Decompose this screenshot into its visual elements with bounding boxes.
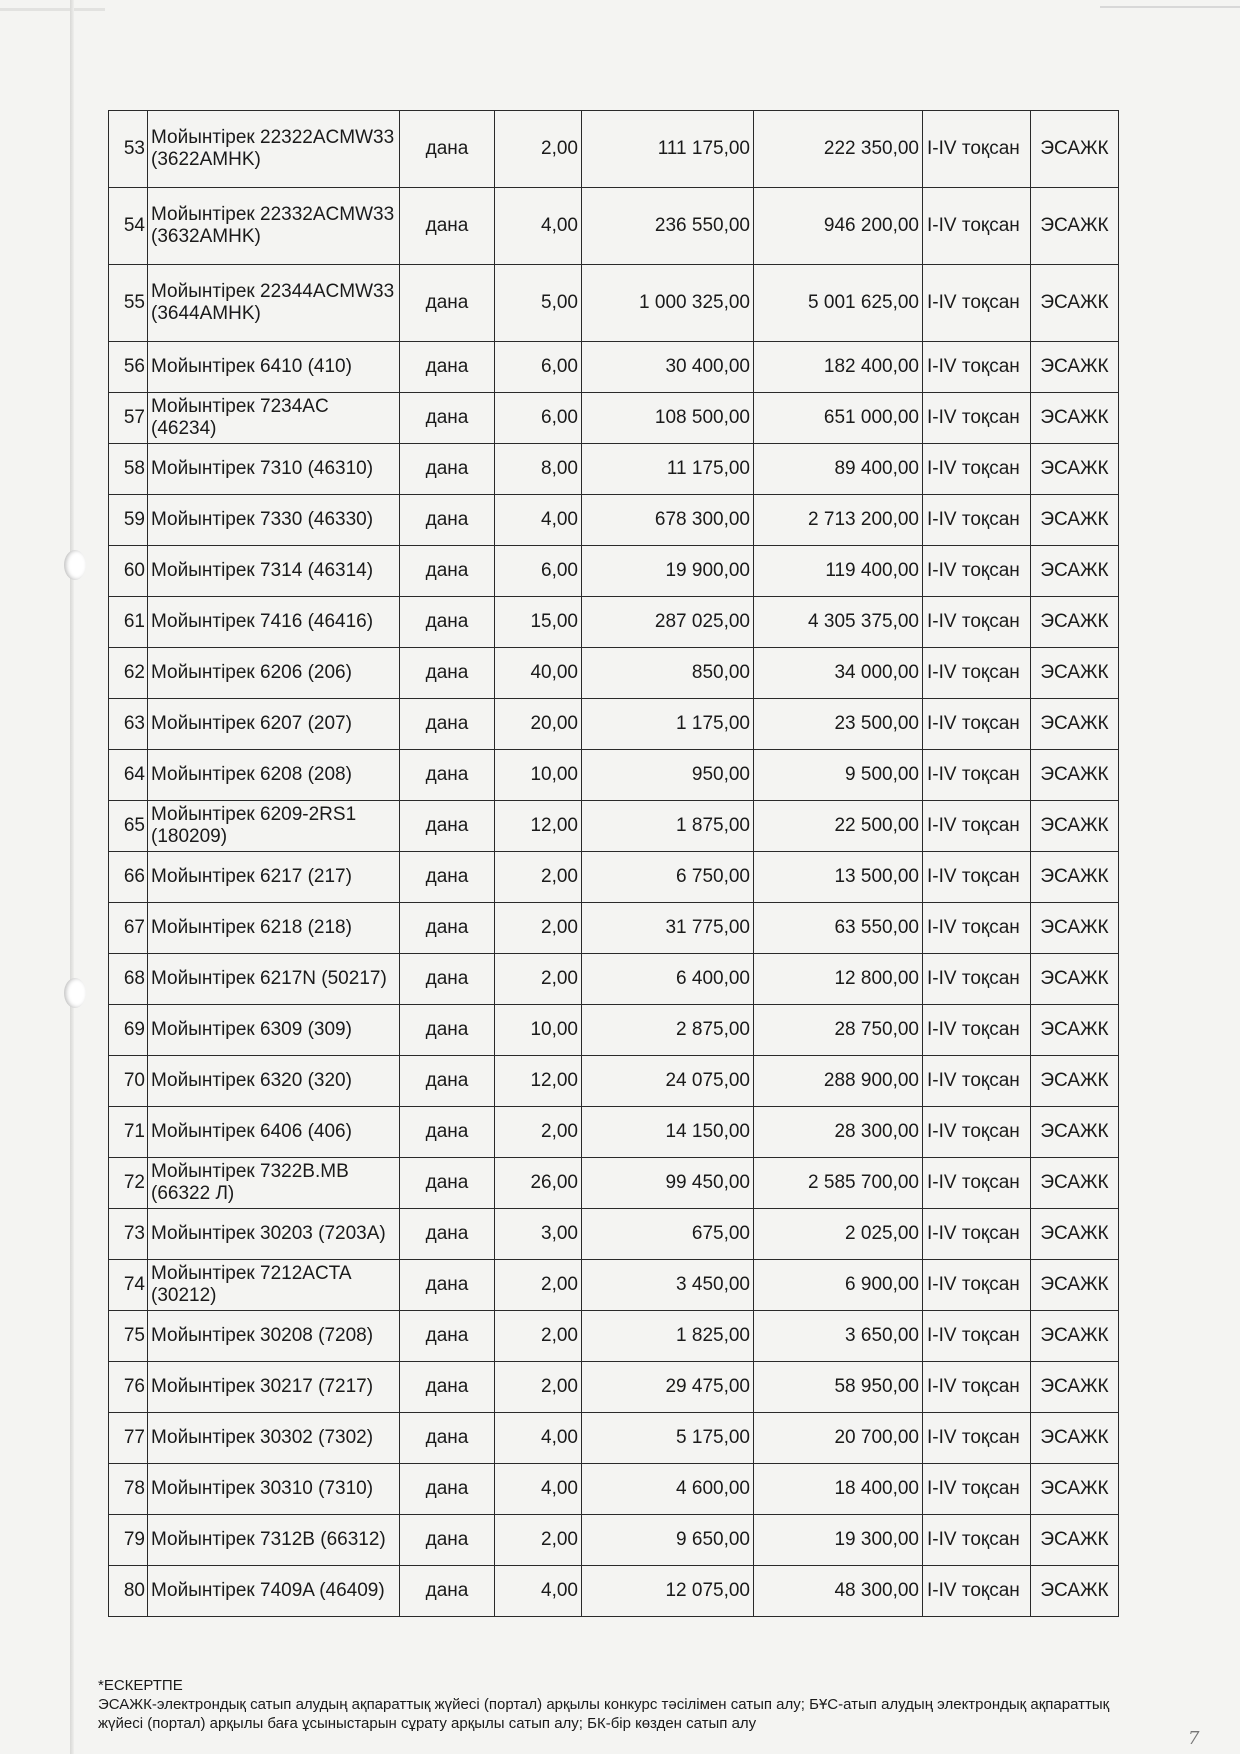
row-number-cell: 57 xyxy=(109,393,148,444)
page-edge xyxy=(70,0,74,1754)
punch-hole-upper xyxy=(64,550,86,580)
procurement-method-cell: ЭСАЖК xyxy=(1031,954,1119,1005)
unit-price-cell: 2 875,00 xyxy=(582,1005,754,1056)
procurement-method-cell: ЭСАЖК xyxy=(1031,1566,1119,1617)
table-row xyxy=(109,265,1119,342)
delivery-period-cell: I-IV тоқсан xyxy=(923,1413,1031,1464)
table-row xyxy=(109,801,1119,852)
delivery-period-cell: I-IV тоқсан xyxy=(923,188,1031,265)
table-row xyxy=(109,1107,1119,1158)
item-name-cell: Мойынтірек 30217 (7217) xyxy=(148,1362,400,1413)
row-number-cell: 76 xyxy=(109,1362,148,1413)
total-amount-cell: 651 000,00 xyxy=(754,393,923,444)
procurement-method-cell: ЭСАЖК xyxy=(1031,393,1119,444)
procurement-method-cell: ЭСАЖК xyxy=(1031,1515,1119,1566)
procurement-method-cell: ЭСАЖК xyxy=(1031,1056,1119,1107)
unit-price-cell: 287 025,00 xyxy=(582,597,754,648)
unit-price-cell: 19 900,00 xyxy=(582,546,754,597)
delivery-period-cell: I-IV тоқсан xyxy=(923,1005,1031,1056)
row-number-cell: 72 xyxy=(109,1158,148,1209)
row-number-cell: 63 xyxy=(109,699,148,750)
quantity-cell: 4,00 xyxy=(495,188,582,265)
row-number-cell: 66 xyxy=(109,852,148,903)
unit-of-measure-cell: дана xyxy=(400,954,495,1005)
table-row xyxy=(109,111,1119,188)
unit-of-measure-cell: дана xyxy=(400,648,495,699)
row-number-cell: 53 xyxy=(109,111,148,188)
item-name-cell: Мойынтірек 6218 (218) xyxy=(148,903,400,954)
unit-price-cell: 31 775,00 xyxy=(582,903,754,954)
procurement-method-cell: ЭСАЖК xyxy=(1031,342,1119,393)
table-row xyxy=(109,1005,1119,1056)
quantity-cell: 12,00 xyxy=(495,801,582,852)
table-row xyxy=(109,1209,1119,1260)
row-number-cell: 62 xyxy=(109,648,148,699)
unit-of-measure-cell: дана xyxy=(400,546,495,597)
unit-price-cell: 1 875,00 xyxy=(582,801,754,852)
procurement-method-cell: ЭСАЖК xyxy=(1031,1209,1119,1260)
table-row xyxy=(109,393,1119,444)
unit-of-measure-cell: дана xyxy=(400,1311,495,1362)
unit-of-measure-cell: дана xyxy=(400,1005,495,1056)
unit-price-cell: 11 175,00 xyxy=(582,444,754,495)
procurement-method-cell: ЭСАЖК xyxy=(1031,1311,1119,1362)
delivery-period-cell: I-IV тоқсан xyxy=(923,801,1031,852)
row-number-cell: 56 xyxy=(109,342,148,393)
delivery-period-cell: I-IV тоқсан xyxy=(923,648,1031,699)
unit-price-cell: 950,00 xyxy=(582,750,754,801)
scan-corner-mark xyxy=(0,8,105,11)
item-name-cell: Мойынтірек 6217N (50217) xyxy=(148,954,400,1005)
total-amount-cell: 28 300,00 xyxy=(754,1107,923,1158)
quantity-cell: 12,00 xyxy=(495,1056,582,1107)
procurement-method-cell: ЭСАЖК xyxy=(1031,265,1119,342)
item-name-cell: Мойынтірек 22322ACMW33 (3622AMHK) xyxy=(148,111,400,188)
quantity-cell: 15,00 xyxy=(495,597,582,648)
delivery-period-cell: I-IV тоқсан xyxy=(923,495,1031,546)
procurement-method-cell: ЭСАЖК xyxy=(1031,1464,1119,1515)
row-number-cell: 78 xyxy=(109,1464,148,1515)
procurement-method-cell: ЭСАЖК xyxy=(1031,1362,1119,1413)
unit-price-cell: 14 150,00 xyxy=(582,1107,754,1158)
unit-of-measure-cell: дана xyxy=(400,265,495,342)
total-amount-cell: 119 400,00 xyxy=(754,546,923,597)
row-number-cell: 79 xyxy=(109,1515,148,1566)
unit-of-measure-cell: дана xyxy=(400,1056,495,1107)
delivery-period-cell: I-IV тоқсан xyxy=(923,1158,1031,1209)
total-amount-cell: 89 400,00 xyxy=(754,444,923,495)
quantity-cell: 6,00 xyxy=(495,546,582,597)
total-amount-cell: 9 500,00 xyxy=(754,750,923,801)
procurement-method-cell: ЭСАЖК xyxy=(1031,1107,1119,1158)
total-amount-cell: 28 750,00 xyxy=(754,1005,923,1056)
item-name-cell: Мойынтірек 6206 (206) xyxy=(148,648,400,699)
procurement-method-cell: ЭСАЖК xyxy=(1031,111,1119,188)
quantity-cell: 10,00 xyxy=(495,1005,582,1056)
table-row xyxy=(109,1515,1119,1566)
row-number-cell: 75 xyxy=(109,1311,148,1362)
quantity-cell: 2,00 xyxy=(495,1362,582,1413)
total-amount-cell: 222 350,00 xyxy=(754,111,923,188)
quantity-cell: 2,00 xyxy=(495,852,582,903)
unit-price-cell: 4 600,00 xyxy=(582,1464,754,1515)
unit-of-measure-cell: дана xyxy=(400,342,495,393)
item-name-cell: Мойынтірек 6309 (309) xyxy=(148,1005,400,1056)
delivery-period-cell: I-IV тоқсан xyxy=(923,444,1031,495)
total-amount-cell: 2 713 200,00 xyxy=(754,495,923,546)
table-row xyxy=(109,903,1119,954)
total-amount-cell: 23 500,00 xyxy=(754,699,923,750)
quantity-cell: 2,00 xyxy=(495,903,582,954)
delivery-period-cell: I-IV тоқсан xyxy=(923,1107,1031,1158)
procurement-table xyxy=(108,110,1119,1617)
row-number-cell: 65 xyxy=(109,801,148,852)
total-amount-cell: 19 300,00 xyxy=(754,1515,923,1566)
table-row xyxy=(109,495,1119,546)
footnote xyxy=(98,1676,1138,1733)
row-number-cell: 74 xyxy=(109,1260,148,1311)
item-name-cell: Мойынтірек 7330 (46330) xyxy=(148,495,400,546)
delivery-period-cell: I-IV тоқсан xyxy=(923,903,1031,954)
item-name-cell: Мойынтірек 30302 (7302) xyxy=(148,1413,400,1464)
table-row xyxy=(109,1311,1119,1362)
unit-price-cell: 1 175,00 xyxy=(582,699,754,750)
unit-of-measure-cell: дана xyxy=(400,1515,495,1566)
table-row xyxy=(109,546,1119,597)
unit-of-measure-cell: дана xyxy=(400,393,495,444)
delivery-period-cell: I-IV тоқсан xyxy=(923,1362,1031,1413)
row-number-cell: 64 xyxy=(109,750,148,801)
total-amount-cell: 58 950,00 xyxy=(754,1362,923,1413)
unit-price-cell: 9 650,00 xyxy=(582,1515,754,1566)
procurement-method-cell: ЭСАЖК xyxy=(1031,188,1119,265)
total-amount-cell: 13 500,00 xyxy=(754,852,923,903)
total-amount-cell: 63 550,00 xyxy=(754,903,923,954)
unit-of-measure-cell: дана xyxy=(400,1209,495,1260)
total-amount-cell: 18 400,00 xyxy=(754,1464,923,1515)
item-name-cell: Мойынтірек 30208 (7208) xyxy=(148,1311,400,1362)
total-amount-cell: 20 700,00 xyxy=(754,1413,923,1464)
delivery-period-cell: I-IV тоқсан xyxy=(923,852,1031,903)
unit-price-cell: 99 450,00 xyxy=(582,1158,754,1209)
item-name-cell: Мойынтірек 7416 (46416) xyxy=(148,597,400,648)
footnote-title: *ЕСКЕРТПЕ xyxy=(98,1677,183,1694)
delivery-period-cell: I-IV тоқсан xyxy=(923,1515,1031,1566)
table-row xyxy=(109,699,1119,750)
table-row xyxy=(109,1260,1119,1311)
quantity-cell: 2,00 xyxy=(495,1311,582,1362)
row-number-cell: 67 xyxy=(109,903,148,954)
unit-price-cell: 111 175,00 xyxy=(582,111,754,188)
quantity-cell: 3,00 xyxy=(495,1209,582,1260)
total-amount-cell: 5 001 625,00 xyxy=(754,265,923,342)
quantity-cell: 4,00 xyxy=(495,1413,582,1464)
item-name-cell: Мойынтірек 7314 (46314) xyxy=(148,546,400,597)
total-amount-cell: 48 300,00 xyxy=(754,1566,923,1617)
row-number-cell: 69 xyxy=(109,1005,148,1056)
delivery-period-cell: I-IV тоқсан xyxy=(923,1566,1031,1617)
total-amount-cell: 4 305 375,00 xyxy=(754,597,923,648)
table-row xyxy=(109,1056,1119,1107)
row-number-cell: 55 xyxy=(109,265,148,342)
procurement-method-cell: ЭСАЖК xyxy=(1031,699,1119,750)
unit-price-cell: 108 500,00 xyxy=(582,393,754,444)
table-row xyxy=(109,648,1119,699)
quantity-cell: 40,00 xyxy=(495,648,582,699)
unit-price-cell: 1 000 325,00 xyxy=(582,265,754,342)
unit-price-cell: 24 075,00 xyxy=(582,1056,754,1107)
total-amount-cell: 12 800,00 xyxy=(754,954,923,1005)
item-name-cell: Мойынтірек 6217 (217) xyxy=(148,852,400,903)
unit-price-cell: 850,00 xyxy=(582,648,754,699)
punch-hole-lower xyxy=(64,978,86,1008)
footnote-text: ЭСАЖК-электрондық сатып алудың ақпараттық жүйесі (портал) арқылы конкурс тәсілімен сатып алу; БҰС-атып алудың электрондық ақпараттық жүйесі (портал) арқылы баға ұсыныстарын сұрату арқылы сатып алу; БК-бір көзден сатып алу xyxy=(98,1696,1110,1732)
quantity-cell: 5,00 xyxy=(495,265,582,342)
unit-of-measure-cell: дана xyxy=(400,1362,495,1413)
item-name-cell: Мойынтірек 7234AC (46234) xyxy=(148,393,400,444)
item-name-cell: Мойынтірек 22332ACMW33 (3632AMHK) xyxy=(148,188,400,265)
table-row xyxy=(109,1413,1119,1464)
row-number-cell: 59 xyxy=(109,495,148,546)
unit-of-measure-cell: дана xyxy=(400,1464,495,1515)
delivery-period-cell: I-IV тоқсан xyxy=(923,597,1031,648)
unit-of-measure-cell: дана xyxy=(400,750,495,801)
scan-top-rule xyxy=(1100,6,1240,8)
table-row xyxy=(109,1362,1119,1413)
unit-price-cell: 675,00 xyxy=(582,1209,754,1260)
row-number-cell: 80 xyxy=(109,1566,148,1617)
quantity-cell: 26,00 xyxy=(495,1158,582,1209)
procurement-method-cell: ЭСАЖК xyxy=(1031,903,1119,954)
procurement-method-cell: ЭСАЖК xyxy=(1031,1005,1119,1056)
quantity-cell: 4,00 xyxy=(495,495,582,546)
row-number-cell: 71 xyxy=(109,1107,148,1158)
unit-of-measure-cell: дана xyxy=(400,1413,495,1464)
quantity-cell: 10,00 xyxy=(495,750,582,801)
unit-price-cell: 236 550,00 xyxy=(582,188,754,265)
row-number-cell: 54 xyxy=(109,188,148,265)
item-name-cell: Мойынтірек 7310 (46310) xyxy=(148,444,400,495)
unit-price-cell: 5 175,00 xyxy=(582,1413,754,1464)
unit-price-cell: 678 300,00 xyxy=(582,495,754,546)
item-name-cell: Мойынтірек 7409A (46409) xyxy=(148,1566,400,1617)
item-name-cell: Мойынтірек 30203 (7203A) xyxy=(148,1209,400,1260)
table-row xyxy=(109,1464,1119,1515)
quantity-cell: 6,00 xyxy=(495,393,582,444)
row-number-cell: 61 xyxy=(109,597,148,648)
procurement-method-cell: ЭСАЖК xyxy=(1031,852,1119,903)
unit-of-measure-cell: дана xyxy=(400,1158,495,1209)
procurement-method-cell: ЭСАЖК xyxy=(1031,1260,1119,1311)
item-name-cell: Мойынтірек 7322B.MB (66322 Л) xyxy=(148,1158,400,1209)
item-name-cell: Мойынтірек 7312B (66312) xyxy=(148,1515,400,1566)
row-number-cell: 68 xyxy=(109,954,148,1005)
quantity-cell: 6,00 xyxy=(495,342,582,393)
procurement-method-cell: ЭСАЖК xyxy=(1031,597,1119,648)
item-name-cell: Мойынтірек 6209-2RS1 (180209) xyxy=(148,801,400,852)
quantity-cell: 4,00 xyxy=(495,1464,582,1515)
unit-of-measure-cell: дана xyxy=(400,597,495,648)
item-name-cell: Мойынтірек 6410 (410) xyxy=(148,342,400,393)
row-number-cell: 73 xyxy=(109,1209,148,1260)
quantity-cell: 8,00 xyxy=(495,444,582,495)
item-name-cell: Мойынтірек 30310 (7310) xyxy=(148,1464,400,1515)
procurement-method-cell: ЭСАЖК xyxy=(1031,495,1119,546)
unit-price-cell: 6 750,00 xyxy=(582,852,754,903)
delivery-period-cell: I-IV тоқсан xyxy=(923,1260,1031,1311)
table-row xyxy=(109,852,1119,903)
table-row xyxy=(109,954,1119,1005)
row-number-cell: 70 xyxy=(109,1056,148,1107)
item-name-cell: Мойынтірек 7212ACTA (30212) xyxy=(148,1260,400,1311)
delivery-period-cell: I-IV тоқсан xyxy=(923,1056,1031,1107)
delivery-period-cell: I-IV тоқсан xyxy=(923,111,1031,188)
unit-of-measure-cell: дана xyxy=(400,444,495,495)
unit-of-measure-cell: дана xyxy=(400,1260,495,1311)
procurement-method-cell: ЭСАЖК xyxy=(1031,648,1119,699)
table-row xyxy=(109,1566,1119,1617)
total-amount-cell: 3 650,00 xyxy=(754,1311,923,1362)
quantity-cell: 2,00 xyxy=(495,954,582,1005)
table-row xyxy=(109,750,1119,801)
total-amount-cell: 2 585 700,00 xyxy=(754,1158,923,1209)
table-row xyxy=(109,188,1119,265)
unit-price-cell: 1 825,00 xyxy=(582,1311,754,1362)
table-row xyxy=(109,444,1119,495)
quantity-cell: 20,00 xyxy=(495,699,582,750)
delivery-period-cell: I-IV тоқсан xyxy=(923,1464,1031,1515)
total-amount-cell: 182 400,00 xyxy=(754,342,923,393)
delivery-period-cell: I-IV тоқсан xyxy=(923,546,1031,597)
quantity-cell: 2,00 xyxy=(495,1515,582,1566)
delivery-period-cell: I-IV тоқсан xyxy=(923,1311,1031,1362)
total-amount-cell: 2 025,00 xyxy=(754,1209,923,1260)
total-amount-cell: 946 200,00 xyxy=(754,188,923,265)
delivery-period-cell: I-IV тоқсан xyxy=(923,342,1031,393)
unit-price-cell: 6 400,00 xyxy=(582,954,754,1005)
table-row xyxy=(109,1158,1119,1209)
total-amount-cell: 34 000,00 xyxy=(754,648,923,699)
item-name-cell: Мойынтірек 6320 (320) xyxy=(148,1056,400,1107)
delivery-period-cell: I-IV тоқсан xyxy=(923,1209,1031,1260)
delivery-period-cell: I-IV тоқсан xyxy=(923,750,1031,801)
quantity-cell: 2,00 xyxy=(495,111,582,188)
delivery-period-cell: I-IV тоқсан xyxy=(923,265,1031,342)
handwritten-page-number: 7 xyxy=(1188,1728,1200,1749)
unit-of-measure-cell: дана xyxy=(400,111,495,188)
delivery-period-cell: I-IV тоқсан xyxy=(923,954,1031,1005)
unit-price-cell: 12 075,00 xyxy=(582,1566,754,1617)
row-number-cell: 58 xyxy=(109,444,148,495)
procurement-method-cell: ЭСАЖК xyxy=(1031,750,1119,801)
row-number-cell: 77 xyxy=(109,1413,148,1464)
total-amount-cell: 6 900,00 xyxy=(754,1260,923,1311)
unit-price-cell: 29 475,00 xyxy=(582,1362,754,1413)
item-name-cell: Мойынтірек 6208 (208) xyxy=(148,750,400,801)
total-amount-cell: 288 900,00 xyxy=(754,1056,923,1107)
quantity-cell: 2,00 xyxy=(495,1260,582,1311)
unit-price-cell: 3 450,00 xyxy=(582,1260,754,1311)
total-amount-cell: 22 500,00 xyxy=(754,801,923,852)
item-name-cell: Мойынтірек 22344ACMW33 (3644AMHK) xyxy=(148,265,400,342)
quantity-cell: 4,00 xyxy=(495,1566,582,1617)
procurement-table-body xyxy=(109,111,1119,1617)
delivery-period-cell: I-IV тоқсан xyxy=(923,393,1031,444)
unit-of-measure-cell: дана xyxy=(400,852,495,903)
item-name-cell: Мойынтірек 6207 (207) xyxy=(148,699,400,750)
unit-price-cell: 30 400,00 xyxy=(582,342,754,393)
unit-of-measure-cell: дана xyxy=(400,1566,495,1617)
unit-of-measure-cell: дана xyxy=(400,188,495,265)
quantity-cell: 2,00 xyxy=(495,1107,582,1158)
procurement-method-cell: ЭСАЖК xyxy=(1031,546,1119,597)
table-row xyxy=(109,597,1119,648)
procurement-method-cell: ЭСАЖК xyxy=(1031,444,1119,495)
table-row xyxy=(109,342,1119,393)
unit-of-measure-cell: дана xyxy=(400,699,495,750)
delivery-period-cell: I-IV тоқсан xyxy=(923,699,1031,750)
row-number-cell: 60 xyxy=(109,546,148,597)
procurement-method-cell: ЭСАЖК xyxy=(1031,1413,1119,1464)
procurement-method-cell: ЭСАЖК xyxy=(1031,1158,1119,1209)
unit-of-measure-cell: дана xyxy=(400,495,495,546)
unit-of-measure-cell: дана xyxy=(400,801,495,852)
unit-of-measure-cell: дана xyxy=(400,1107,495,1158)
procurement-method-cell: ЭСАЖК xyxy=(1031,801,1119,852)
item-name-cell: Мойынтірек 6406 (406) xyxy=(148,1107,400,1158)
unit-of-measure-cell: дана xyxy=(400,903,495,954)
